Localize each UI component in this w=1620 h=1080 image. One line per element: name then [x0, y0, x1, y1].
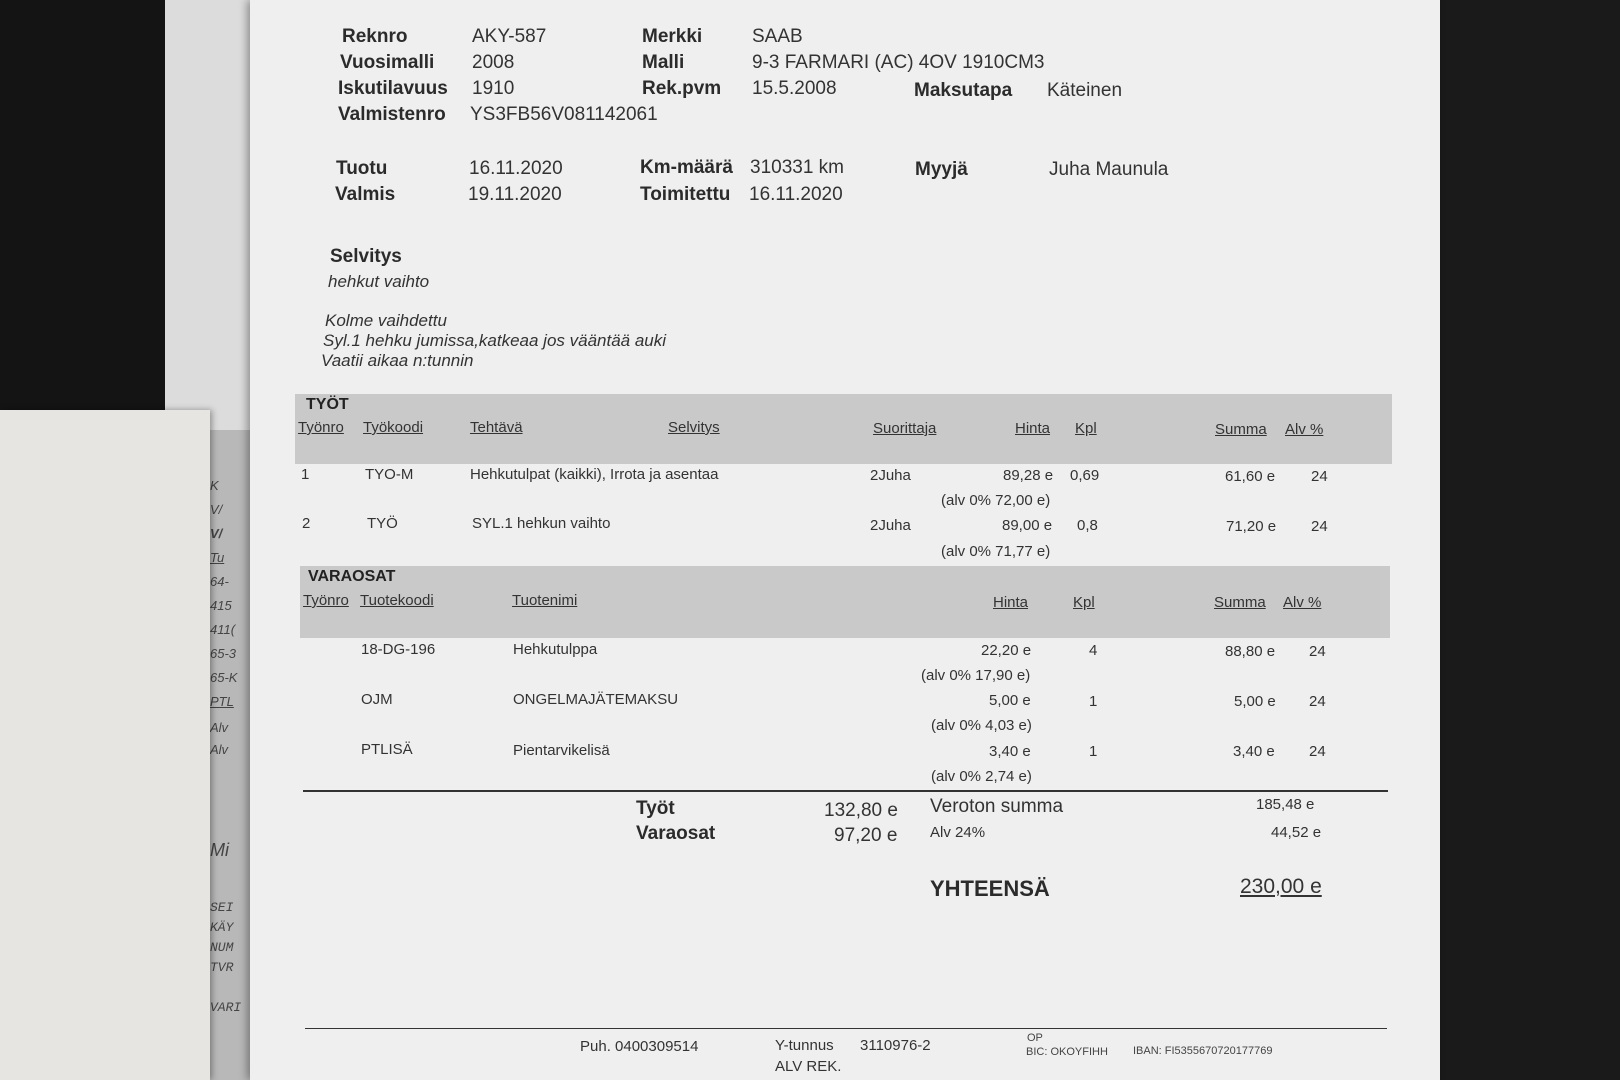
selvitys-title: Selvitys	[330, 246, 402, 267]
valmistenro-label: Valmistenro	[338, 104, 446, 125]
col-header-selvitys: Selvitys	[668, 419, 720, 436]
tyot-row-koodi: TYO-M	[365, 466, 414, 483]
varaosat-row-hinta: 3,40 e	[989, 743, 1031, 760]
varaosat-row-hinta: 22,20 e	[981, 642, 1032, 659]
col-header-tyokoodi: Työkoodi	[363, 419, 424, 436]
fragment-text: V/	[210, 526, 223, 541]
invoice-sheet	[250, 0, 1440, 1080]
fragment-text: K	[210, 478, 219, 493]
merkki-value: SAAB	[752, 26, 803, 47]
tyot-row-suorittaja: 2Juha	[870, 467, 911, 484]
maksutapa-value: Käteinen	[1047, 80, 1123, 101]
tyot-row-kpl: 0,69	[1070, 467, 1100, 484]
tyot-row-hinta: 89,28 e	[1003, 467, 1054, 484]
veroton-value: 185,48 e	[1256, 796, 1315, 813]
fragment-text: SEI	[210, 900, 234, 915]
km-value: 310331 km	[750, 157, 845, 178]
fragment-text: 65-3	[210, 646, 237, 661]
rekpvm-label: Rek.pvm	[642, 78, 722, 99]
varaosat-row-alv: 24	[1309, 643, 1326, 660]
tyot-row-alv0: (alv 0% 72,00 e)	[941, 492, 1051, 509]
fragment-text: TVR	[210, 960, 234, 975]
vuosimalli-label: Vuosimalli	[340, 52, 435, 73]
col-header-suorittaja: Suorittaja	[873, 420, 937, 437]
total-varaosat-label: Varaosat	[636, 823, 716, 844]
maksutapa-label: Maksutapa	[914, 80, 1013, 101]
tyot-row-hinta: 89,00 e	[1002, 517, 1053, 534]
myyja-label: Myyjä	[915, 159, 968, 180]
fragment-text: KÄY	[210, 920, 234, 935]
vuosimalli-value: 2008	[472, 52, 515, 73]
merkki-label: Merkki	[642, 26, 703, 47]
footer-op: OP	[1027, 1032, 1043, 1044]
varaosat-row-alv: 24	[1309, 693, 1326, 710]
total-varaosat-value: 97,20 e	[834, 825, 898, 846]
tyot-row-summa: 61,60 e	[1225, 468, 1276, 485]
varaosat-row-nimi: ONGELMAJÄTEMAKSU	[513, 691, 679, 708]
selvitys-line: hehkut vaihto	[328, 272, 430, 291]
myyja-value: Juha Maunula	[1049, 159, 1169, 180]
varaosat-row-nimi: Pientarvikelisä	[513, 742, 610, 759]
selvitys-line: Syl.1 hehku jumissa,katkeaa jos vääntää auki	[323, 331, 667, 350]
tyot-row-alv: 24	[1311, 518, 1328, 535]
yhteensa-label: YHTEENSÄ	[930, 876, 1050, 901]
valmistenro-value: YS3FB56V081142061	[470, 104, 658, 125]
malli-label: Malli	[642, 52, 685, 73]
col-header-tuotekoodi: Tuotekoodi	[360, 592, 434, 609]
footer-phone: Puh. 0400309514	[580, 1038, 699, 1055]
fragment-text: 65-K	[210, 670, 238, 685]
tyot-row-nro: 1	[301, 466, 310, 483]
col-header-alv: Alv %	[1285, 421, 1324, 438]
toimitettu-value: 16.11.2020	[749, 184, 843, 205]
col-header-tehtava: Tehtävä	[470, 419, 523, 436]
varaosat-row-alv0: (alv 0% 4,03 e)	[931, 717, 1032, 734]
col-header-tyonro: Työnro	[298, 419, 344, 436]
fragment-text: Mi	[210, 840, 229, 860]
yhteensa-value: 230,00 e	[1240, 875, 1322, 898]
tyot-row-alv: 24	[1311, 468, 1328, 485]
col-header-tyonro: Työnro	[303, 592, 349, 609]
col-header-hinta: Hinta	[1015, 420, 1051, 437]
totals-divider	[303, 790, 1388, 792]
km-label: Km-määrä	[640, 157, 733, 178]
fragment-text: Alv	[210, 742, 229, 757]
footer-divider	[305, 1028, 1387, 1029]
varaosat-row-alv: 24	[1309, 743, 1326, 760]
col-header-hinta: Hinta	[993, 594, 1029, 611]
fragment-text: 64-	[210, 574, 229, 589]
veroton-label: Veroton summa	[930, 796, 1064, 817]
rekpvm-value: 15.5.2008	[752, 78, 837, 99]
varaosat-row-koodi: OJM	[361, 691, 393, 708]
varaosat-row-nimi: Hehkutulppa	[513, 641, 598, 658]
tyot-row-alv0: (alv 0% 71,77 e)	[941, 543, 1051, 560]
selvitys-line: Kolme vaihdettu	[325, 311, 447, 330]
varaosat-title: VARAOSAT	[308, 568, 396, 585]
col-header-kpl: Kpl	[1073, 594, 1095, 611]
footer-bic: BIC: OKOYFIHH	[1026, 1046, 1108, 1058]
valmis-label: Valmis	[335, 184, 396, 205]
tyot-row-nro: 2	[302, 515, 311, 532]
varaosat-row-alv0: (alv 0% 2,74 e)	[931, 768, 1032, 785]
total-tyot-label: Työt	[636, 798, 675, 819]
varaosat-row-summa: 3,40 e	[1233, 743, 1275, 760]
tuotu-value: 16.11.2020	[469, 158, 563, 179]
varaosat-row-summa: 88,80 e	[1225, 643, 1276, 660]
footer-ytunnus-label: Y-tunnus	[775, 1037, 834, 1054]
varaosat-row-koodi: PTLISÄ	[361, 741, 413, 758]
fragment-text: Alv	[210, 720, 229, 735]
malli-value: 9-3 FARMARI (AC) 4OV 1910CM3	[752, 52, 1045, 73]
tyot-row-suorittaja: 2Juha	[870, 517, 911, 534]
tyot-row-kpl: 0,8	[1077, 517, 1098, 534]
reknro-label: Reknro	[342, 26, 408, 47]
tyot-row-tehtava: Hehkutulpat (kaikki), Irrota ja asentaa	[470, 466, 719, 483]
col-header-summa: Summa	[1215, 421, 1267, 438]
fragment-text: 411(	[210, 622, 236, 637]
fragment-text: PTL	[210, 694, 234, 709]
varaosat-row-summa: 5,00 e	[1234, 693, 1276, 710]
fragment-text: VARI	[210, 1000, 242, 1015]
side-booklet	[0, 410, 210, 1080]
fragment-text: Tu	[210, 550, 225, 565]
tuotu-label: Tuotu	[336, 158, 388, 179]
tyot-row-tehtava: SYL.1 hehkun vaihto	[472, 515, 611, 532]
varaosat-row-hinta: 5,00 e	[989, 692, 1031, 709]
varaosat-row-alv0: (alv 0% 17,90 e)	[921, 667, 1031, 684]
varaosat-row-kpl: 4	[1089, 642, 1098, 659]
iskutilavuus-value: 1910	[472, 78, 515, 99]
iskutilavuus-label: Iskutilavuus	[338, 78, 448, 99]
varaosat-row-kpl: 1	[1089, 743, 1098, 760]
alv-value: 44,52 e	[1271, 824, 1322, 841]
col-header-summa: Summa	[1214, 594, 1266, 611]
varaosat-row-koodi: 18-DG-196	[361, 641, 436, 658]
fragment-text: V/	[210, 502, 223, 517]
valmis-value: 19.11.2020	[468, 184, 562, 205]
footer-ytunnus-value: 3110976-2	[860, 1037, 931, 1054]
varaosat-row-kpl: 1	[1089, 693, 1098, 710]
tyot-title: TYÖT	[306, 396, 349, 413]
tyot-row-summa: 71,20 e	[1226, 518, 1277, 535]
footer-alvrek: ALV REK.	[775, 1058, 842, 1075]
fragment-text: NUM	[210, 940, 234, 955]
tyot-row-koodi: TYÖ	[367, 515, 398, 532]
footer-iban: IBAN: FI5355670720177769	[1133, 1045, 1273, 1057]
total-tyot-value: 132,80 e	[824, 800, 898, 821]
selvitys-line: Vaatii aikaa n:tunnin	[321, 351, 474, 370]
reknro-value: AKY-587	[472, 26, 547, 47]
toimitettu-label: Toimitettu	[640, 184, 731, 205]
alv-label: Alv 24%	[930, 824, 986, 841]
col-header-kpl: Kpl	[1075, 420, 1097, 437]
fragment-text: 415	[210, 598, 232, 613]
col-header-tuotenimi: Tuotenimi	[512, 592, 578, 609]
col-header-alv: Alv %	[1283, 594, 1322, 611]
